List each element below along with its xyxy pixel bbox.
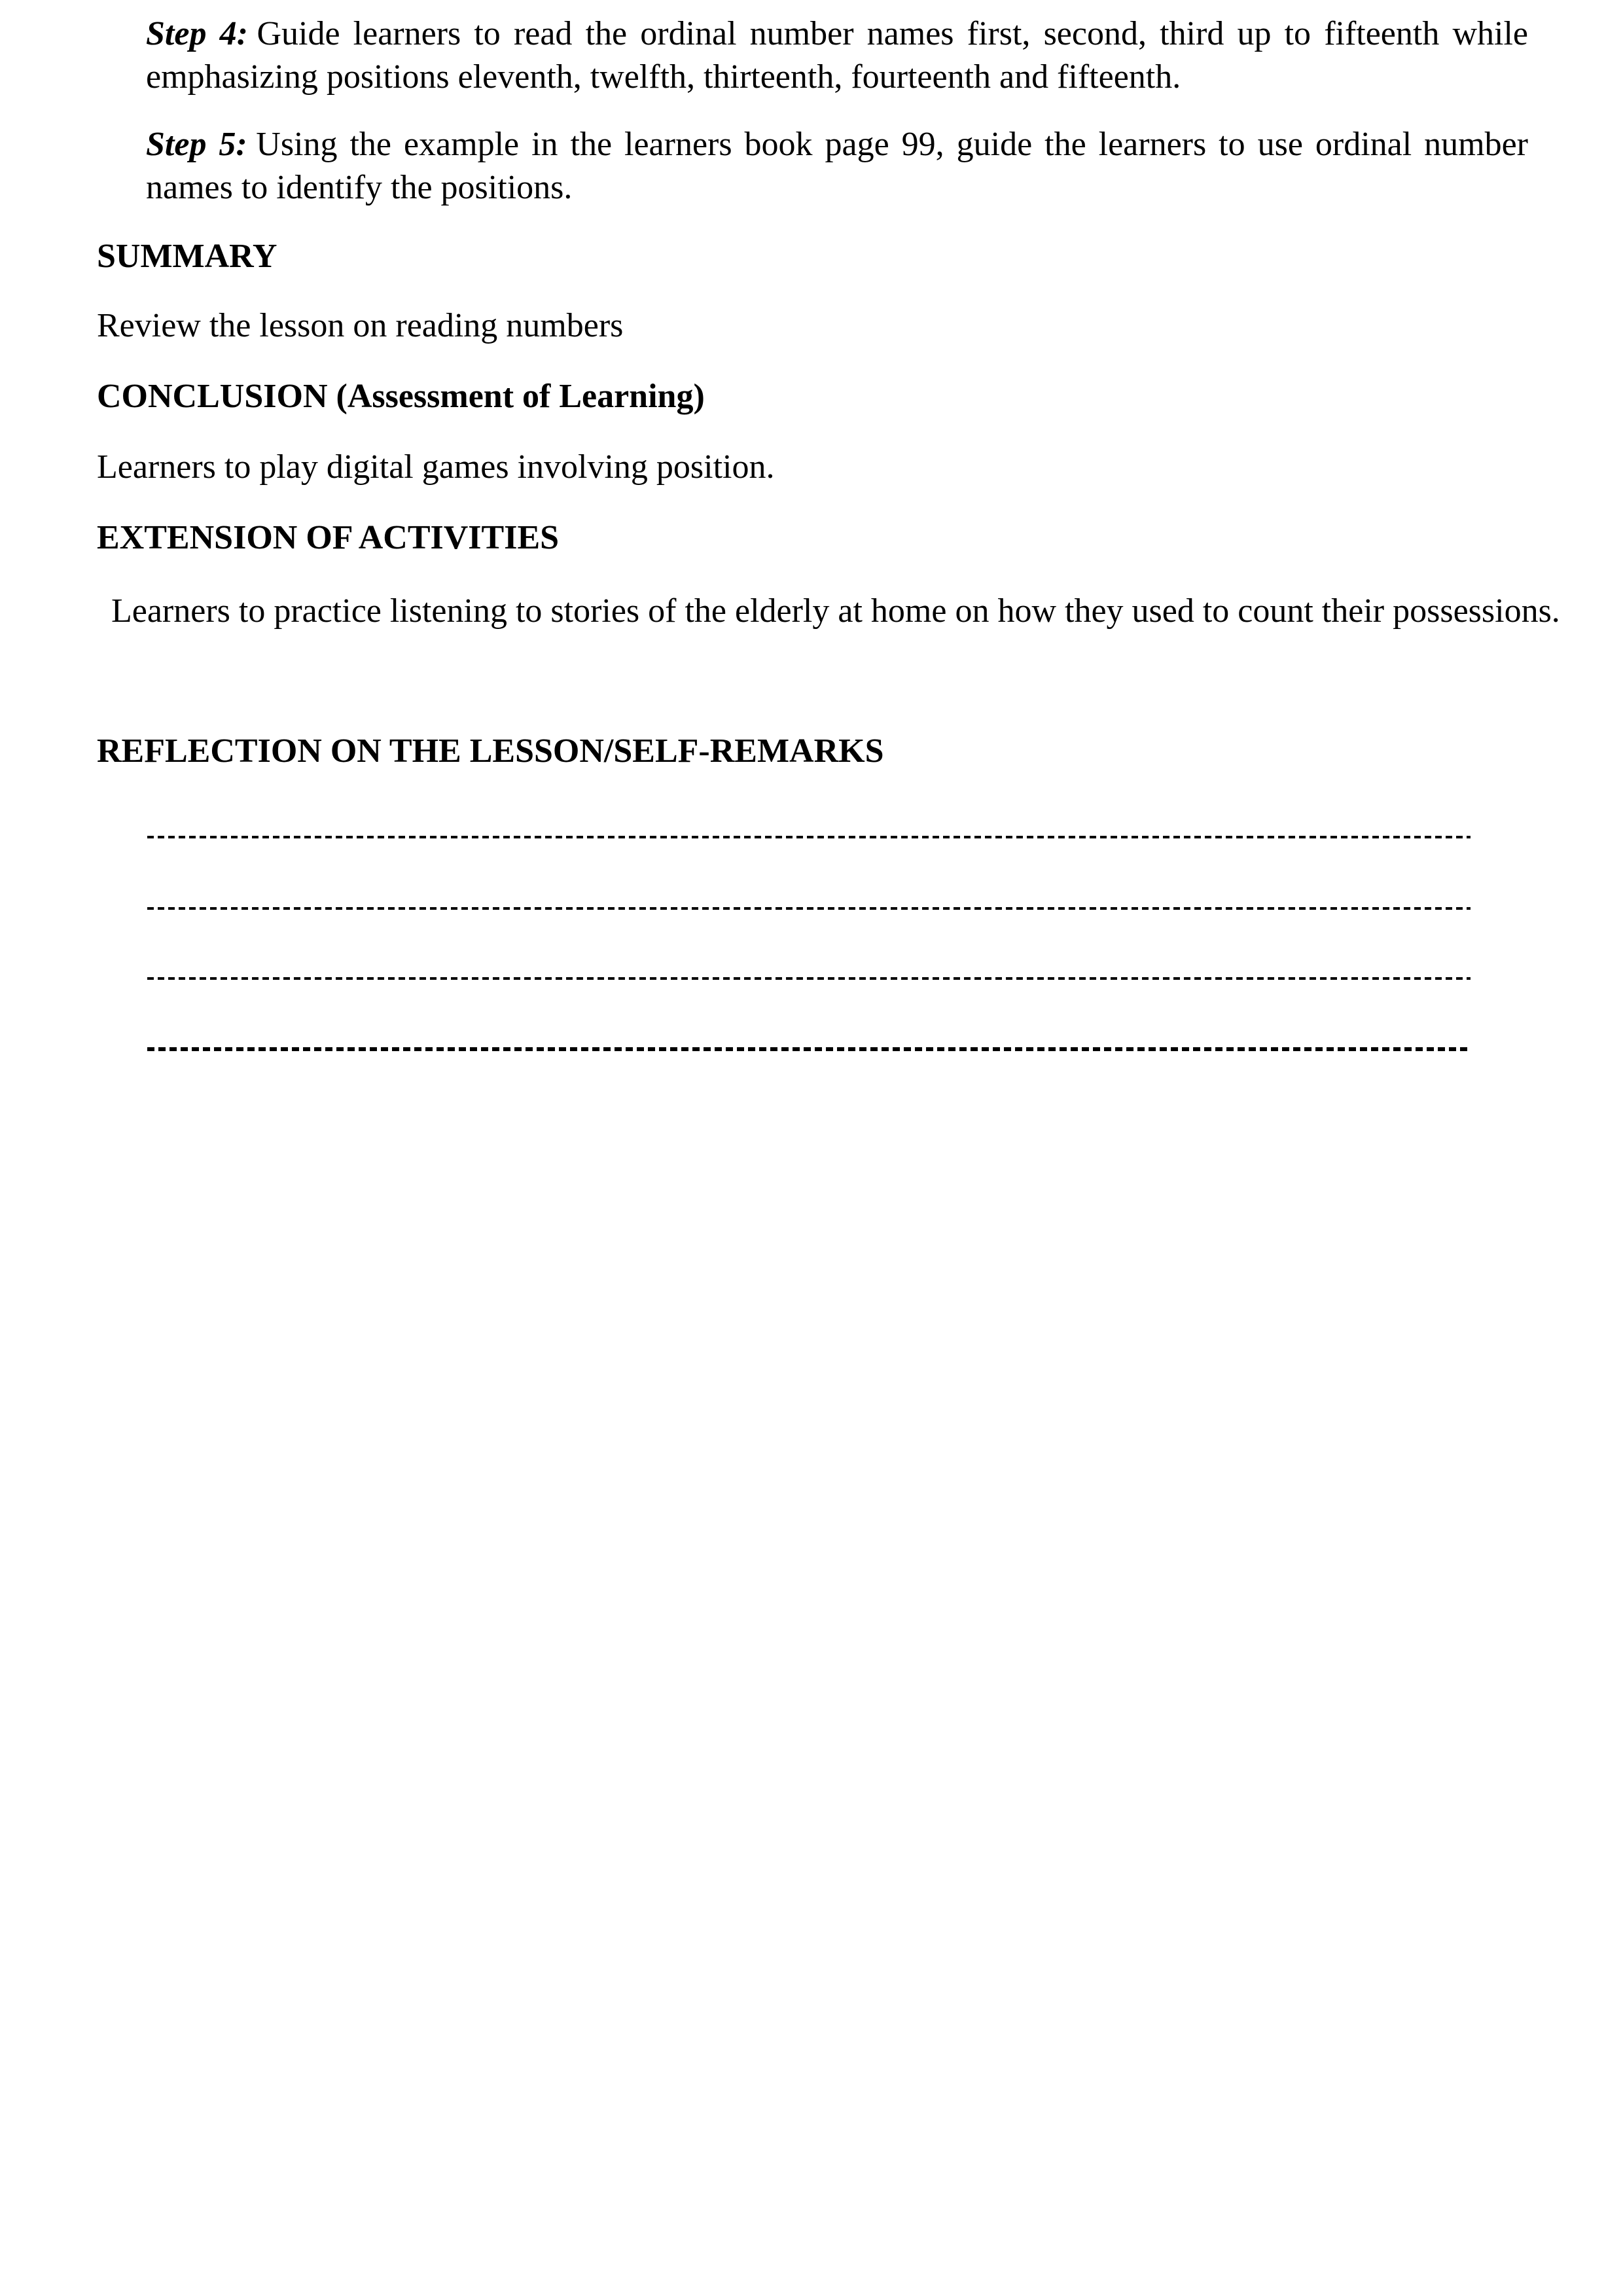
conclusion-heading: CONCLUSION (Assessment of Learning): [97, 378, 705, 415]
dotted-writing-line-2: [147, 907, 1471, 910]
summary-heading: SUMMARY: [97, 238, 277, 275]
step-4-paragraph: [146, 12, 1528, 99]
dotted-writing-line-1: [147, 836, 1471, 838]
step-4-label: Step 4:: [146, 15, 248, 52]
step-4-text: Guide learners to read the ordinal number names first, second, third up to fifteenth while emphasizing positions eleventh, twelfth, thirteenth, fourteenth and fifteenth.: [146, 15, 1529, 96]
summary-body: Review the lesson on reading numbers: [97, 307, 624, 344]
extension-body: Learners to practice listening to stories of the elderly at home on how they used to count their possessions.: [111, 592, 1560, 630]
reflection-heading: REFLECTION ON THE LESSON/SELF-REMARKS: [97, 732, 884, 770]
step-5-label: Step 5:: [146, 126, 247, 163]
dotted-writing-line-3: [147, 977, 1471, 980]
step-5-text: Using the example in the learners book page 99, guide the learners to use ordinal number names to identify the positions.: [146, 126, 1528, 206]
dotted-writing-line-4: [147, 1047, 1471, 1051]
step-5-paragraph: [146, 123, 1528, 209]
conclusion-body: Learners to play digital games involving position.: [97, 448, 775, 486]
extension-heading: EXTENSION OF ACTIVITIES: [97, 519, 560, 556]
